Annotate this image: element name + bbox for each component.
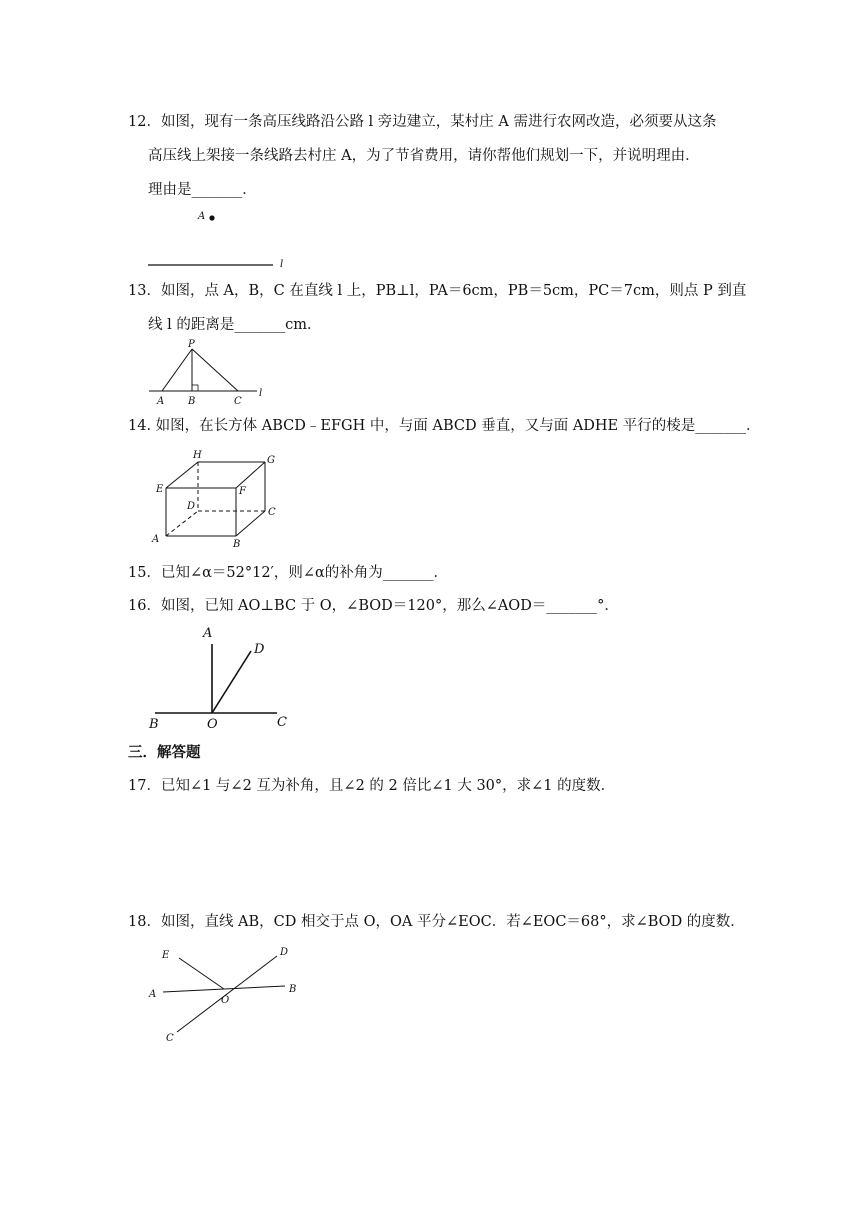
q16-label-o: O <box>207 717 218 730</box>
q18-label-e: E <box>162 950 170 961</box>
edge-fg <box>236 462 265 488</box>
edge-ad <box>166 511 198 536</box>
q18-label-o: O <box>221 995 230 1006</box>
q13-line2: 线 l 的距离是_______cm． <box>148 317 322 333</box>
ray-od <box>212 651 251 713</box>
q13-label-a: A <box>157 396 165 406</box>
q14-label-c: C <box>268 507 276 518</box>
q16-figure <box>145 622 295 730</box>
q16-label-b: B <box>149 717 159 730</box>
edge-bc <box>236 511 265 536</box>
q12-line1: 12．如图，现有一条高压线路沿公路 l 旁边建立，某村庄 A 需进行农网改造，必须要从这条 <box>128 114 717 130</box>
q18-label-c: C <box>166 1033 174 1044</box>
q17-line1: 17．已知∠1 与∠2 互为补角，且∠2 的 2 倍比∠1 大 30°，求∠1 的度数． <box>128 778 616 794</box>
q16-label-a: A <box>203 626 213 641</box>
q13-label-c: C <box>234 396 242 406</box>
q14-label-f: F <box>239 486 246 497</box>
q12-line2: 高压线上架接一条线路去村庄 A，为了节省费用，请你帮他们规划一下，并说明理由． <box>148 148 700 164</box>
q18-label-d: D <box>280 947 289 958</box>
q13-label-b: B <box>188 396 196 406</box>
q14-label-b: B <box>233 539 241 550</box>
q13-label-p: P <box>188 339 195 350</box>
village-point <box>209 215 214 220</box>
right-angle-mark <box>192 385 198 391</box>
q15-line1: 15．已知∠α＝52°12′，则∠α的补角为_______． <box>128 565 449 581</box>
q13-line1: 13．如图，点 A，B，C 在直线 l 上，PB⊥l，PA＝6cm，PB＝5cm，PC＝7cm，则点 P 到直 <box>128 283 747 299</box>
q14-label-a: A <box>152 534 160 545</box>
q14-label-h: H <box>193 450 202 461</box>
q12-point-label: A <box>198 211 206 222</box>
segment-pc <box>192 349 238 391</box>
q14-line1: 14. 如图，在长方体 ABCD﹣EFGH 中，与面 ABCD 垂直，又与面 ADHE 平行的棱是_______． <box>128 418 761 434</box>
ray-oe <box>179 958 224 989</box>
q14-figure <box>148 443 288 551</box>
q14-label-d: D <box>187 501 196 512</box>
q12-line3: 理由是_______． <box>148 182 257 198</box>
q16-label-c: C <box>277 715 287 730</box>
q12-line-label: l <box>280 259 284 270</box>
q13-label-l: l <box>259 388 263 399</box>
q14-label-e: E <box>156 484 164 495</box>
q18-figure <box>145 940 315 1045</box>
q16-label-d: D <box>254 642 265 657</box>
segment-pa <box>162 349 192 391</box>
q18-label-b: B <box>289 984 297 995</box>
edge-eh <box>166 462 198 488</box>
q18-line1: 18．如图，直线 AB，CD 相交于点 O，OA 平分∠EOC．若∠EOC＝68°，求∠BOD 的度数． <box>128 914 745 930</box>
q13-figure <box>145 336 275 406</box>
q12-figure <box>140 205 300 275</box>
q16-line1: 16．如图，已知 AO⊥BC 于 O，∠BOD＝120°，那么∠AOD＝_______°． <box>128 598 619 614</box>
q18-label-a: A <box>149 989 157 1000</box>
q14-label-g: G <box>267 455 275 466</box>
section-title: 三．解答题 <box>128 744 201 761</box>
